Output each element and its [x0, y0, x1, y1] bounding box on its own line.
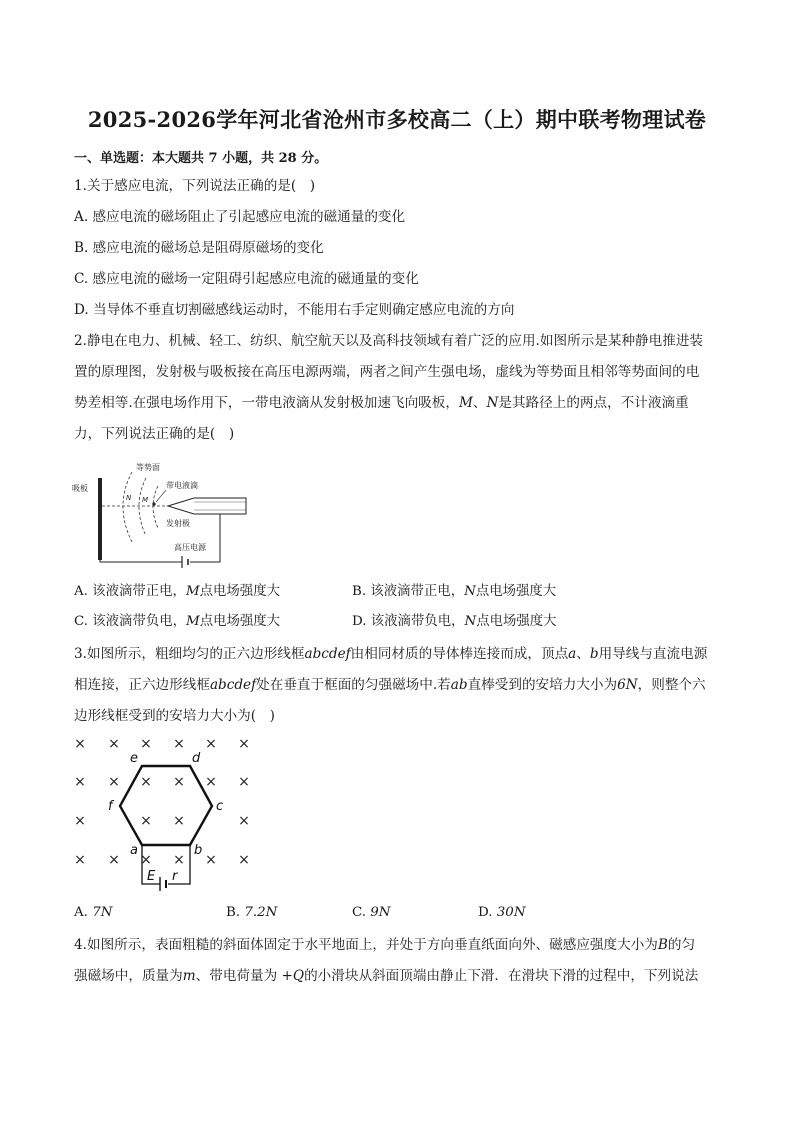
magnetic-field-crosses — [74, 736, 250, 868]
q2-option-b: B. 该液滴带正电，N点电场强度大 — [352, 584, 557, 599]
label-M: M — [142, 496, 149, 504]
page-title: 2025-2026学年河北省沧州市多校高二（上）期中联考物理试卷 — [87, 107, 707, 132]
svg-text:×: × — [173, 813, 185, 829]
circuit-wire — [100, 514, 220, 562]
internal-resistance-label: r — [172, 869, 178, 884]
absorber-plate — [98, 478, 102, 560]
svg-text:×: × — [205, 736, 217, 752]
q1-option-d: D. 当导体不垂直切割磁感线运动时，不能用右手定则确定感应电流的方向 — [74, 302, 515, 318]
svg-text:×: × — [173, 852, 185, 868]
section-heading: 一、单选题：本大题共 7 小题，共 28 分。 — [74, 151, 328, 166]
svg-text:×: × — [140, 736, 152, 752]
svg-text:×: × — [238, 774, 250, 790]
svg-text:×: × — [140, 774, 152, 790]
charged-droplet — [152, 502, 155, 505]
q2-option-c: C. 该液滴带负电，M点电场强度大 — [74, 614, 281, 629]
droplet-leader — [156, 490, 166, 502]
q2-stem-line4: 力，下列说法正确的是( ) — [74, 426, 235, 442]
q3-option-d: D. 30N — [478, 905, 526, 920]
label-emitter: 发射极 — [166, 519, 190, 528]
svg-text:×: × — [108, 852, 120, 868]
equipotential-line-1 — [123, 472, 132, 542]
q2-option-a: A. 该液滴带正电，M点电场强度大 — [74, 584, 280, 599]
q3-option-c: C. 9N — [352, 905, 391, 920]
label-equipotential: 等势面 — [136, 463, 160, 472]
q3-stem-line3: 边形线框受到的安培力大小为( ) — [74, 708, 275, 724]
q3-option-b: B. 7.2N — [226, 905, 278, 920]
svg-text:×: × — [140, 852, 152, 868]
svg-text:×: × — [108, 774, 120, 790]
q3-stem-line1: 3.如图所示，粗细均匀的正六边形线框abcdef由相同材质的导体棒连接而成，顶点a、b用导线与直流电源 — [74, 646, 708, 662]
q2-figure-electrostatic-thruster — [70, 458, 260, 568]
emf-label: E — [147, 869, 156, 884]
svg-text:×: × — [238, 736, 250, 752]
label-droplet: 带电液滴 — [166, 481, 198, 490]
vertex-label-c: c — [216, 799, 224, 814]
q4-stem-line2: 强磁场中，质量为m、带电荷量为 +Q的小滑块从斜面顶端由静止下滑．在滑块下滑的过程中，下列说法 — [74, 968, 699, 984]
q2-stem-line2: 置的原理图，发射极与吸板接在高压电源两端，两者之间产生强电场，虚线为等势面且相邻等势面间的电 — [74, 364, 700, 380]
equipotential-line-3 — [153, 486, 158, 528]
emitter-nozzle — [168, 498, 246, 514]
label-N: N — [126, 494, 132, 502]
svg-text:×: × — [238, 813, 250, 829]
q3-stem-line2: 相连接，正六边形线框abcdef处在垂直于框面的匀强磁场中.若ab直棒受到的安培力大小为6N，则整个六 — [74, 677, 706, 693]
svg-text:×: × — [140, 813, 152, 829]
vertex-label-e: e — [130, 751, 138, 766]
q1-stem: 1.关于感应电流，下列说法正确的是( ) — [74, 178, 316, 194]
equipotential-line-2 — [139, 478, 149, 536]
q2-stem-line1: 2.静电在电力、机械、轻工、纺织、航空航天以及高科技领域有着广泛的应用.如图所示是某种静电推进装 — [74, 333, 704, 349]
label-source: 高压电源 — [174, 543, 206, 552]
q2-stem-line3: 势差相等.在强电场作用下，一带电液滴从发射极加速飞向吸板，M、N是其路径上的两点，不计液滴重 — [74, 395, 689, 411]
label-plate: 吸板 — [72, 484, 88, 493]
q4-stem-line1: 4.如图所示，表面粗糙的斜面体固定于水平地面上，并处于方向垂直纸面向外、磁感应强度大小为B的匀 — [74, 937, 696, 953]
q2-option-d: D. 该液滴带负电，N点电场强度大 — [352, 614, 557, 629]
svg-text:×: × — [74, 736, 86, 752]
q1-option-c: C. 感应电流的磁场一定阻碍引起感应电流的磁通量的变化 — [74, 271, 419, 287]
svg-text:×: × — [205, 852, 217, 868]
q3-figure-hexagon-frame — [70, 732, 270, 897]
svg-text:×: × — [74, 852, 86, 868]
q1-option-b: B. 感应电流的磁场总是阻碍原磁场的变化 — [74, 240, 324, 256]
vertex-label-f: f — [108, 799, 113, 814]
vertex-label-d: d — [192, 751, 201, 766]
svg-text:×: × — [173, 736, 185, 752]
svg-text:×: × — [108, 736, 120, 752]
svg-text:×: × — [74, 813, 86, 829]
q3-option-a: A. 7N — [74, 905, 113, 920]
svg-text:×: × — [173, 774, 185, 790]
vertex-label-a: a — [130, 843, 138, 858]
svg-text:×: × — [74, 774, 86, 790]
q1-option-a: A. 感应电流的磁场阻止了引起感应电流的磁通量的变化 — [74, 209, 406, 225]
hexagon-frame — [120, 766, 212, 845]
svg-text:×: × — [205, 774, 217, 790]
svg-text:×: × — [238, 852, 250, 868]
vertex-label-b: b — [194, 843, 203, 858]
